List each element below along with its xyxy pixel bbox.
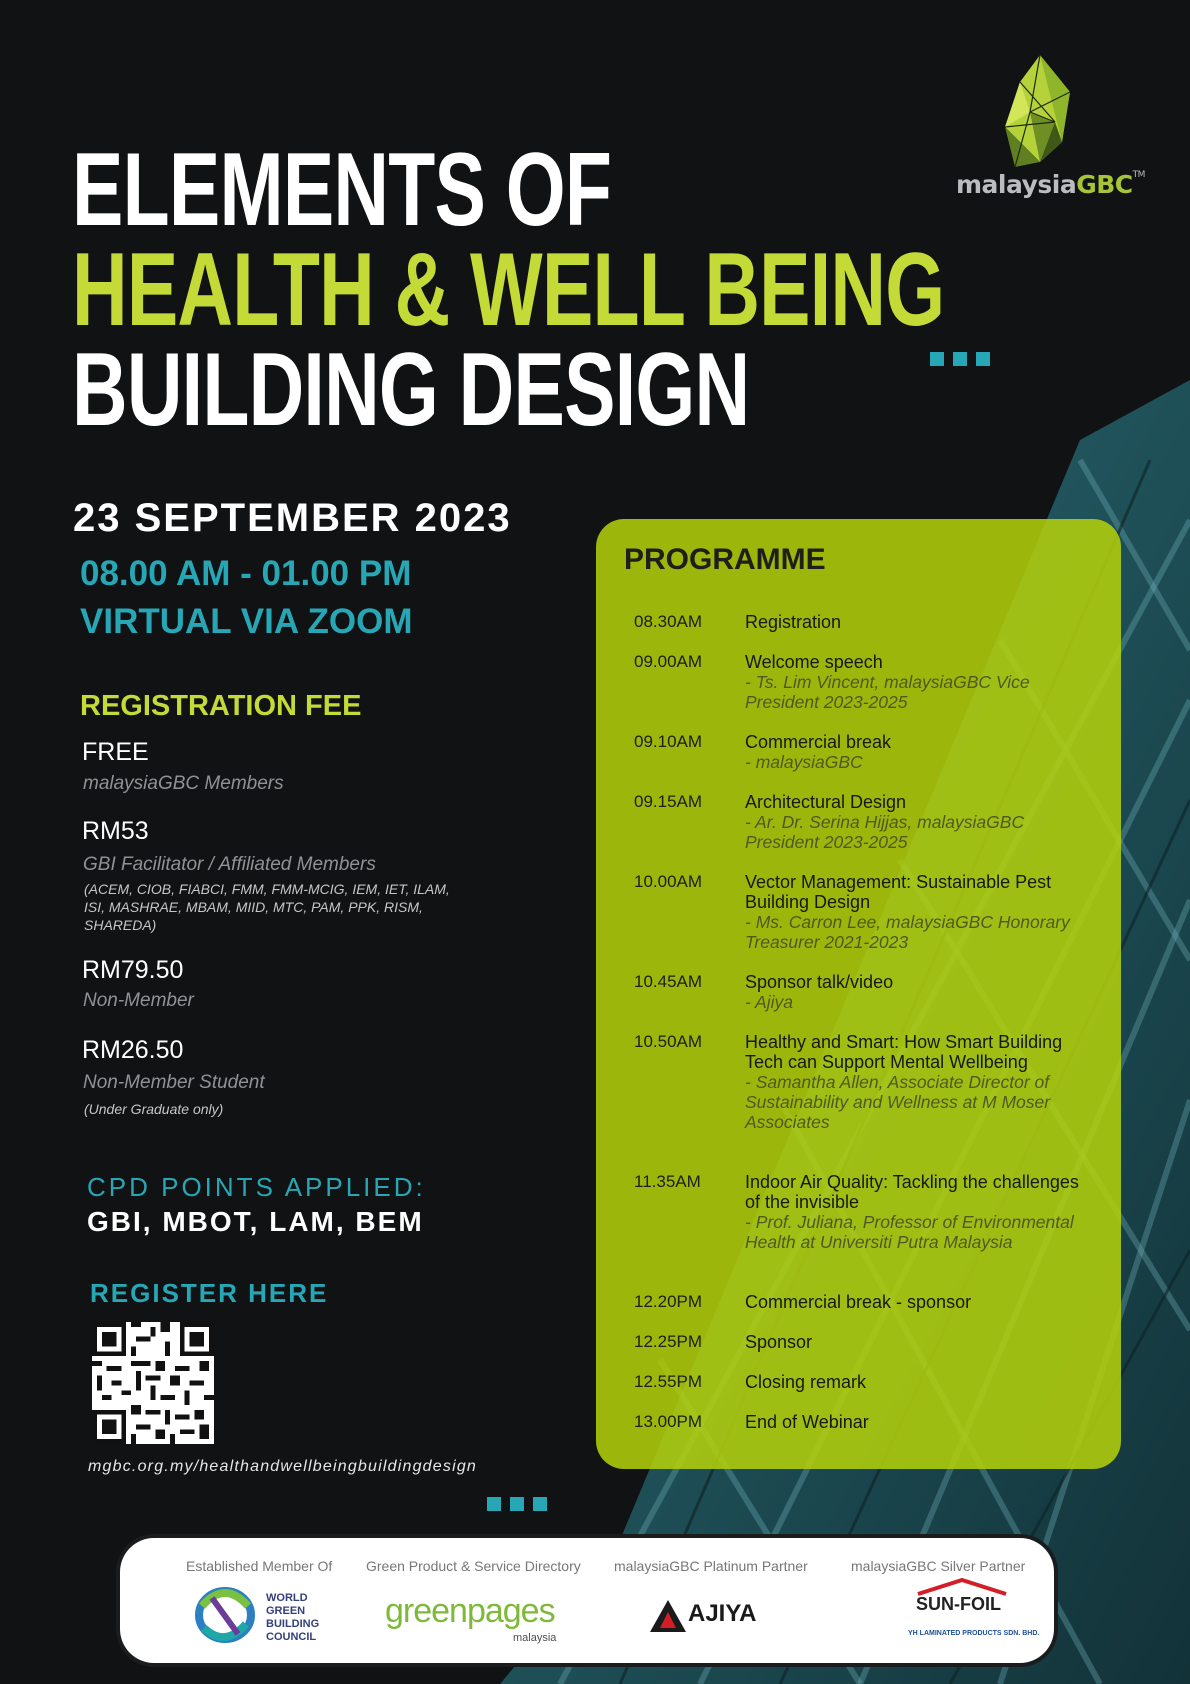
decorative-dots-top [930,352,990,366]
ajiya-triangle-icon [648,1598,688,1634]
programme-time: 10.00AM [634,872,703,891]
programme-panel [596,519,1121,1469]
programme-speaker: - malaysiaGBC [745,752,863,772]
programme-title: Indoor Air Quality: Tackling the challenges of the invisible [745,1172,1079,1212]
sponsor-bar [120,1538,1054,1663]
event-venue: VIRTUAL VIA ZOOM [80,602,413,641]
programme-time: 10.45AM [634,972,703,991]
programme-title: Sponsor talk/video [745,972,894,992]
programme-speaker: - Ar. Dr. Serina Hijjas, malaysiaGBC President 2023-2025 [745,812,1025,852]
programme-speaker: - Prof. Juliana, Professor of Environmental Health at Universiti Putra Malaysia [745,1212,1074,1252]
fee-price-nonmember: RM79.50 [82,956,184,984]
programme-time: 08.30AM [634,612,703,631]
programme-time: 13.00PM [634,1412,703,1431]
sunfoil-logo-sub: YH LAMINATED PRODUCTS SDN. BHD. [908,1630,1040,1637]
programme-time: 12.20PM [634,1292,703,1311]
fee-price-rm53: RM53 [82,817,149,845]
programme-time: 10.50AM [634,1032,703,1051]
fee-category-nonmember: Non-Member [83,990,194,1011]
fee-note-affiliated: (ACEM, CIOB, FIABCI, FMM, FMM-MCIG, IEM, IET, ILAM, ISI, MASHRAE, MBAM, MIID, MTC, PAM, PPK, RISM, SHAREDA) [84,881,450,933]
sponsor-label-platinum: malaysiaGBC Platinum Partner [614,1558,808,1574]
sponsor-label-silver: malaysiaGBC Silver Partner [851,1558,1026,1574]
sponsor-label-directory: Green Product & Service Directory [366,1558,581,1574]
wgbc-logo-text: WORLD GREEN BUILDING COUNCIL [266,1592,320,1643]
event-date: 23 SEPTEMBER 2023 [73,496,512,540]
sponsor-label-member: Established Member Of [186,1558,333,1574]
registration-url[interactable]: mgbc.org.my/healthandwellbeingbuildingdesign [88,1458,478,1475]
fee-price-free: FREE [82,738,149,766]
logo-accent: GBC [1076,170,1133,199]
programme-speaker: - Samantha Allen, Associate Director of Sustainability and Wellness at M Moser Associates [745,1072,1051,1132]
programme-speaker: - Ajiya [745,992,793,1012]
logo-wordmark [956,170,1145,199]
decorative-dots-bottom [487,1497,547,1511]
greenpages-logo: greenpages [385,1592,555,1630]
fee-category-members: malaysiaGBC Members [83,773,284,794]
title-line-3: BUILDING DESIGN [72,332,750,448]
register-heading: REGISTER HERE [90,1278,329,1308]
cpd-bodies: GBI, MBOT, LAM, BEM [87,1206,424,1237]
programme-title: Healthy and Smart: How Smart Building Tech can Support Mental Wellbeing [745,1032,1063,1072]
programme-time: 12.55PM [634,1372,703,1391]
fee-price-student: RM26.50 [82,1036,184,1064]
programme-title: Closing remark [745,1372,867,1392]
logo-main: malaysia [956,170,1077,199]
fee-category-affiliated: GBI Facilitator / Affiliated Members [83,854,376,875]
fee-category-student: Non-Member Student [83,1072,265,1093]
registration-qr-code[interactable] [92,1322,214,1444]
registration-fee-heading: REGISTRATION FEE [80,690,362,722]
programme-time: 09.15AM [634,792,703,811]
programme-title: Vector Management: Sustainable Pest Building Design [745,872,1052,912]
title-line-1: ELEMENTS OF [72,132,612,248]
programme-heading: PROGRAMME [624,543,826,576]
fee-note-student: (Under Graduate only) [84,1101,224,1117]
programme-title: Welcome speech [745,652,883,672]
programme-title: Registration [745,612,842,632]
sunfoil-logo-text: SUN-FOIL [916,1594,1001,1614]
programme-title: Sponsor [745,1332,813,1352]
programme-time: 09.00AM [634,652,703,671]
logo-tm: TM [1132,170,1145,180]
wgbc-globe-icon [192,1584,258,1646]
programme-time: 11.35AM [634,1172,701,1191]
programme-time: 09.10AM [634,732,703,751]
event-title [72,132,945,448]
ajiya-logo-text: AJIYA [688,1600,757,1627]
programme-time: 12.25PM [634,1332,703,1351]
cpd-heading: CPD POINTS APPLIED: [87,1172,426,1202]
programme-title: Architectural Design [745,792,907,812]
programme-title: Commercial break [745,732,892,752]
title-line-2: HEALTH & WELL BEING [72,232,945,348]
programme-speaker: - Ts. Lim Vincent, malaysiaGBC Vice President 2023-2025 [745,672,1030,712]
programme-speaker: - Ms. Carron Lee, malaysiaGBC Honorary Treasurer 2021-2023 [745,912,1070,952]
greenpages-logo-sub: malaysia [513,1632,557,1644]
programme-title: Commercial break - sponsor [745,1292,972,1312]
event-time: 08.00 AM - 01.00 PM [80,554,412,593]
programme-title: End of Webinar [745,1412,869,1432]
